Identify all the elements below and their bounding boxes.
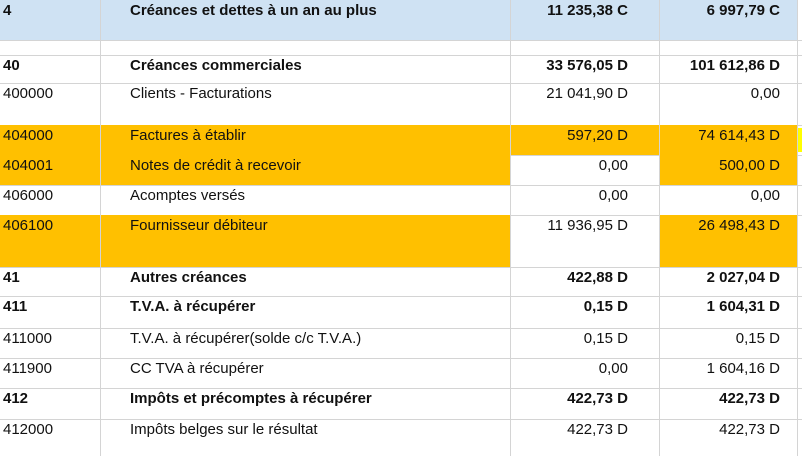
amount-col2-cell[interactable]: 1 604,31 D <box>659 296 798 328</box>
account-code-cell[interactable]: 411000 <box>3 330 52 347</box>
amount-col2-cell[interactable]: 0,15 D <box>659 328 798 358</box>
account-label-cell[interactable]: Fournisseur débiteur <box>100 215 510 267</box>
account-code-cell[interactable]: 412000 <box>3 421 54 438</box>
table-row-subtotal <box>0 388 802 420</box>
table-row <box>0 83 802 126</box>
amount-col1-cell[interactable]: 422,73 D <box>510 419 659 456</box>
account-code-cell[interactable] <box>0 40 100 55</box>
table-row-highlighted <box>0 125 802 156</box>
amount-col2-cell[interactable]: 0,00 <box>659 83 798 125</box>
amount-col2-cell[interactable]: 6 997,79 C <box>659 0 798 40</box>
account-label-cell[interactable]: Acomptes versés <box>100 185 510 215</box>
account-code-cell[interactable]: 412 <box>3 390 29 407</box>
table-row-subtotal <box>0 55 802 84</box>
amount-col2-cell[interactable]: 500,00 D <box>659 155 798 185</box>
amount-col2-cell[interactable] <box>659 40 798 55</box>
account-label-cell[interactable]: Impôts belges sur le résultat <box>100 419 510 456</box>
amount-col2-cell[interactable]: 26 498,43 D <box>659 215 798 267</box>
amount-col1-cell[interactable]: 0,15 D <box>510 296 659 328</box>
account-label-cell[interactable] <box>100 40 510 55</box>
account-label-cell[interactable]: Clients - Facturations <box>100 83 510 125</box>
amount-col1-cell[interactable]: 0,00 <box>510 358 659 388</box>
table-row-highlighted <box>0 215 802 268</box>
account-label-cell[interactable]: Créances commerciales <box>100 55 510 83</box>
amount-col2-cell[interactable]: 0,00 <box>659 185 798 215</box>
account-label-cell[interactable]: Factures à établir <box>100 125 510 155</box>
account-code-cell[interactable]: 404001 <box>0 155 100 185</box>
table-row-empty <box>0 40 802 56</box>
amount-col1-cell[interactable]: 21 041,90 D <box>510 83 659 125</box>
table-row <box>0 419 802 456</box>
edge-marker <box>798 128 802 152</box>
amount-col1-cell[interactable]: 422,88 D <box>510 267 659 296</box>
amount-col2-cell[interactable]: 74 614,43 D <box>659 125 798 155</box>
table-row-highlighted <box>0 155 802 186</box>
account-label-cell[interactable]: Impôts et précomptes à récupérer <box>100 388 510 419</box>
table-row-section-header <box>0 0 802 41</box>
amount-col1-cell[interactable]: 0,00 <box>510 155 659 185</box>
account-code-cell[interactable]: 406000 <box>3 187 54 204</box>
account-label-cell[interactable]: Autres créances <box>100 267 510 296</box>
amount-col2-cell[interactable]: 2 027,04 D <box>659 267 798 296</box>
account-label-cell[interactable]: T.V.A. à récupérer(solde c/c T.V.A.) <box>100 328 510 358</box>
amount-col1-cell[interactable]: 33 576,05 D <box>510 55 659 83</box>
account-label-cell[interactable]: Créances et dettes à un an au plus <box>100 0 510 40</box>
amount-col1-cell[interactable]: 11 936,95 D <box>510 215 659 267</box>
table-row <box>0 358 802 389</box>
account-code-cell[interactable]: 411 <box>3 298 28 315</box>
amount-col2-cell[interactable]: 422,73 D <box>659 388 798 419</box>
table-row-subtotal <box>0 296 802 329</box>
amount-col1-cell[interactable]: 422,73 D <box>510 388 659 419</box>
account-code-cell[interactable]: 404000 <box>0 125 100 155</box>
account-code-cell[interactable]: 400000 <box>3 85 54 102</box>
account-label-cell[interactable]: CC TVA à récupérer <box>100 358 510 388</box>
account-code-cell[interactable]: 40 <box>3 57 20 74</box>
table-row-subtotal <box>0 267 802 297</box>
amount-col2-cell[interactable]: 101 612,86 D <box>659 55 798 83</box>
account-code-cell[interactable]: 41 <box>3 269 20 286</box>
amount-col1-cell[interactable]: 11 235,38 C <box>510 0 659 40</box>
account-code-cell[interactable]: 411900 <box>3 360 52 377</box>
account-label-cell[interactable]: Notes de crédit à recevoir <box>100 155 510 185</box>
account-label-cell[interactable]: T.V.A. à récupérer <box>100 296 510 328</box>
account-code-cell[interactable]: 406100 <box>0 215 100 267</box>
amount-col1-cell[interactable] <box>510 40 659 55</box>
account-code-cell[interactable]: 4 <box>0 0 100 40</box>
amount-col2-cell[interactable]: 422,73 D <box>659 419 798 456</box>
amount-col1-cell[interactable]: 597,20 D <box>510 125 659 155</box>
table-row <box>0 185 802 216</box>
amount-col1-cell[interactable]: 0,00 <box>510 185 659 215</box>
amount-col1-cell[interactable]: 0,15 D <box>510 328 659 358</box>
table-row <box>0 328 802 359</box>
amount-col2-cell[interactable]: 1 604,16 D <box>659 358 798 388</box>
